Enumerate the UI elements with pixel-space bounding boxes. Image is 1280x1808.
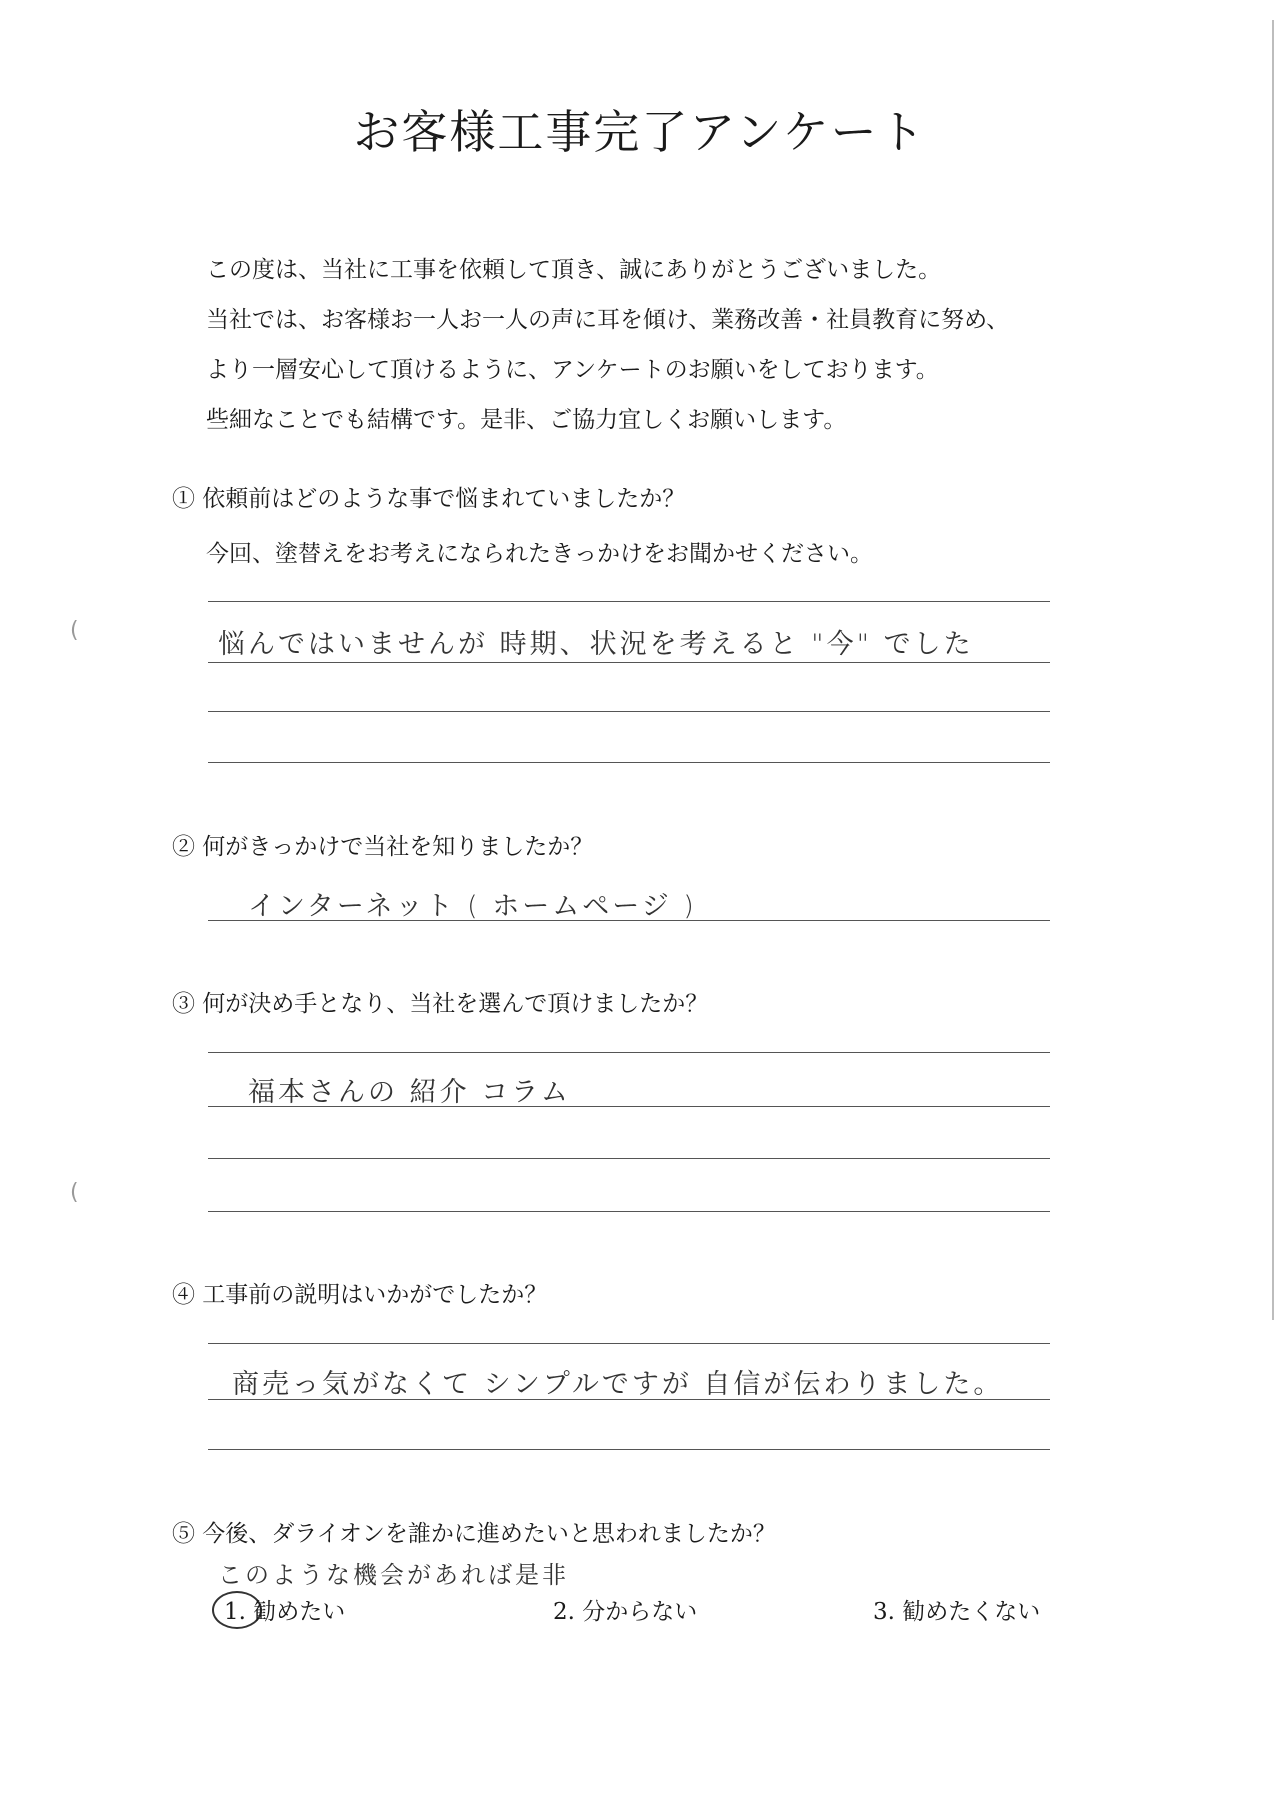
answer-line — [208, 1343, 1050, 1344]
answer-line — [208, 601, 1050, 602]
scan-mark: ( — [70, 618, 79, 643]
answer-line — [208, 662, 1050, 663]
question-5: ⑤ 今後、ダライオンを誰かに進めたいと思われましたか？ — [172, 1521, 776, 1547]
intro-line: 些細なことでも結構です。是非、ご協力宜しくお願いします。 — [206, 407, 847, 433]
answer-1-handwritten: 悩んではいませんが 時期、状況を考えると "今" でした — [218, 629, 974, 660]
answer-line — [208, 1449, 1050, 1450]
question-4: ④ 工事前の説明はいかがでしたか？ — [172, 1282, 548, 1308]
question-1: ① 依頼前はどのような事で悩まれていましたか？ — [172, 486, 686, 512]
page-title: お客様工事完了アンケート — [353, 105, 927, 159]
answer-line — [208, 1211, 1050, 1212]
question-3: ③ 何が決め手となり、当社を選んで頂けましたか？ — [172, 991, 709, 1017]
answer-4-handwritten: 商売っ気がなくて シンプルですが 自信が伝わりました。 — [232, 1369, 1004, 1400]
answer-line — [208, 762, 1050, 763]
option-not-recommend[interactable]: 3. 勧めたくない — [873, 1599, 1041, 1625]
intro-line: この度は、当社に工事を依頼して頂き、誠にありがとうございました。 — [206, 257, 942, 283]
answer-line — [208, 920, 1050, 921]
answer-line — [208, 1399, 1050, 1400]
scan-mark: ( — [70, 1180, 79, 1205]
answer-line — [208, 711, 1050, 712]
question-1-subtext: 今回、塗替えをお考えになられたきっかけをお聞かせください。 — [206, 541, 873, 567]
intro-text — [206, 245, 1009, 445]
answer-line — [208, 1052, 1050, 1053]
answer-5-handwritten: このような機会があれば是非 — [218, 1561, 569, 1589]
answer-2-handwritten: インターネット ( ホームページ ) — [248, 891, 697, 922]
answer-line — [208, 1158, 1050, 1159]
option-recommend[interactable]: 1. 勧めたい — [224, 1599, 346, 1625]
answer-line — [208, 1106, 1050, 1107]
intro-line: より一層安心して頂けるように、アンケートのお願いをしております。 — [206, 357, 939, 383]
answer-3-handwritten: 福本さんの 紹介 コラム — [248, 1077, 571, 1108]
question-2: ② 何がきっかけで当社を知りましたか？ — [172, 834, 594, 860]
scan-edge-shadow — [1272, 20, 1274, 1320]
intro-line: 当社では、お客様お一人お一人の声に耳を傾け、業務改善・社員教育に努め、 — [206, 307, 1010, 333]
option-unsure[interactable]: 2. 分からない — [553, 1599, 698, 1625]
